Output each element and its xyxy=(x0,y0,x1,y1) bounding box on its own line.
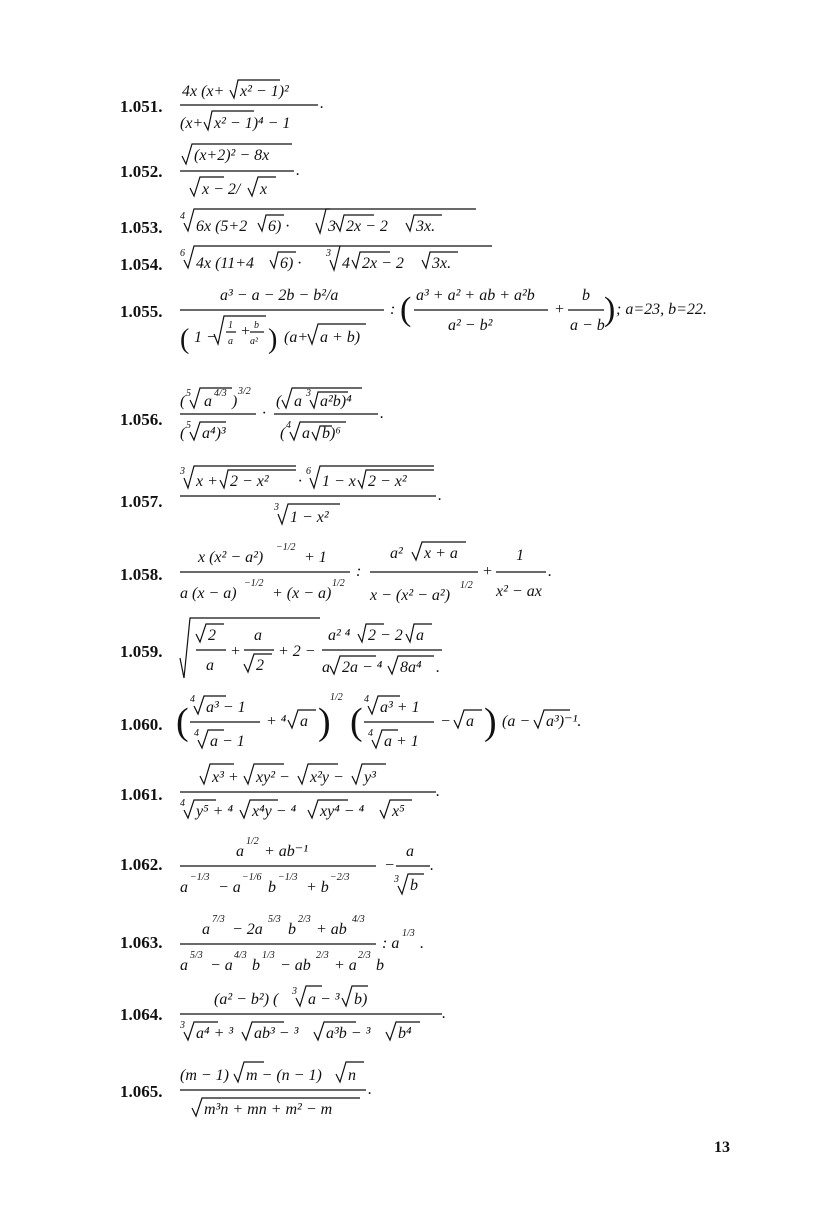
svg-text:5: 5 xyxy=(186,420,191,431)
svg-text:·: · xyxy=(298,473,302,490)
svg-text:+: + xyxy=(240,323,251,340)
problem-expression xyxy=(180,462,460,537)
svg-text:a² − b²: a² − b² xyxy=(448,317,493,334)
problem-number: 1.063. xyxy=(120,933,163,952)
svg-text:.: . xyxy=(430,857,434,874)
svg-text:a: a xyxy=(322,659,330,676)
svg-text:x: x xyxy=(260,181,268,198)
svg-text:): ) xyxy=(604,291,616,328)
svg-text:.: . xyxy=(368,1081,372,1098)
svg-text:x³ +: x³ + xyxy=(212,769,239,786)
svg-text:− a: − a xyxy=(218,879,241,896)
svg-text:a: a xyxy=(228,336,233,347)
svg-text:1 − x: 1 − x xyxy=(322,473,356,490)
svg-text:; a=23, b=22.: ; a=23, b=22. xyxy=(616,301,707,318)
svg-text:x⁴y − ⁴: x⁴y − ⁴ xyxy=(252,803,297,820)
svg-text:.: . xyxy=(296,162,300,179)
svg-text:6: 6 xyxy=(306,466,311,477)
svg-text:a³b − ³: a³b − ³ xyxy=(326,1025,371,1042)
svg-text:3: 3 xyxy=(306,388,311,399)
svg-text:+ ab: + ab xyxy=(316,921,347,938)
svg-text:1/2: 1/2 xyxy=(460,580,473,591)
svg-text:3: 3 xyxy=(394,874,399,885)
svg-text:b: b xyxy=(410,877,418,894)
svg-text:b)⁶: b)⁶ xyxy=(322,425,341,442)
page-number: 13 xyxy=(714,1139,730,1156)
svg-text:+ ab⁻¹: + ab⁻¹ xyxy=(264,843,309,860)
svg-text:.: . xyxy=(436,783,440,800)
svg-text:.: . xyxy=(438,487,442,504)
svg-text:4: 4 xyxy=(190,694,195,705)
svg-text:1/2: 1/2 xyxy=(246,836,259,847)
problem-expression xyxy=(180,384,410,451)
svg-text:a: a xyxy=(204,393,212,410)
svg-text:xy⁴ − ⁴: xy⁴ − ⁴ xyxy=(320,803,365,820)
svg-text:x⁵: x⁵ xyxy=(392,803,405,820)
svg-text:3: 3 xyxy=(292,986,297,997)
svg-text:a: a xyxy=(180,879,188,896)
svg-text:b: b xyxy=(288,921,296,938)
problem-expression xyxy=(180,1058,420,1127)
svg-text:b: b xyxy=(268,879,276,896)
svg-text:−2/3: −2/3 xyxy=(330,872,350,883)
svg-text:·: · xyxy=(262,405,266,422)
svg-text:(: ( xyxy=(180,425,186,442)
svg-text:2: 2 xyxy=(256,657,264,674)
svg-text:−1/2: −1/2 xyxy=(244,578,264,589)
problem-expression xyxy=(180,982,460,1051)
svg-text:2x − 2: 2x − 2 xyxy=(346,218,388,235)
svg-text:− ab: − ab xyxy=(280,957,311,974)
problem-expression xyxy=(180,282,740,367)
svg-text:a − ³: a − ³ xyxy=(308,991,340,1008)
svg-text:4/3: 4/3 xyxy=(234,950,247,961)
svg-text:(: ( xyxy=(180,393,186,410)
svg-text:5/3: 5/3 xyxy=(268,914,281,925)
problem-number: 1.056. xyxy=(120,410,163,429)
svg-text:3: 3 xyxy=(180,466,185,477)
svg-text:2a − ⁴: 2a − ⁴ xyxy=(342,659,383,676)
svg-text:a: a xyxy=(254,627,262,644)
problem-number: 1.053. xyxy=(120,218,163,237)
svg-text:a³ + a² + ab + a²b: a³ + a² + ab + a²b xyxy=(416,287,535,304)
svg-text:(: ( xyxy=(350,701,363,743)
svg-text:a³ − a − 2b − b²/a: a³ − a − 2b − b²/a xyxy=(220,287,339,304)
svg-text:a²b)⁴: a²b)⁴ xyxy=(320,393,352,410)
svg-text:x² − ax: x² − ax xyxy=(496,583,542,600)
problem-expression xyxy=(180,832,460,901)
svg-text:a³ + 1: a³ + 1 xyxy=(380,699,420,716)
svg-text:a − 1: a − 1 xyxy=(210,733,245,750)
problem-number: 1.058. xyxy=(120,565,163,584)
svg-text:a: a xyxy=(180,957,188,974)
svg-text:b: b xyxy=(376,957,384,974)
svg-text:4x (x+: 4x (x+ xyxy=(182,83,225,100)
svg-text:a + 1: a + 1 xyxy=(384,733,419,750)
svg-text:a: a xyxy=(206,657,214,674)
svg-text:+ (x − a): + (x − a) xyxy=(272,585,332,602)
svg-text:x − 2/: x − 2/ xyxy=(202,181,241,198)
svg-text:4x (11+4: 4x (11+4 xyxy=(196,255,255,272)
svg-text:b⁴: b⁴ xyxy=(398,1025,412,1042)
svg-text:1: 1 xyxy=(516,547,524,564)
svg-text:−: − xyxy=(384,857,395,874)
svg-text:3: 3 xyxy=(326,248,331,259)
svg-text:4: 4 xyxy=(180,798,185,809)
svg-text:a: a xyxy=(236,843,244,860)
svg-text:1/3: 1/3 xyxy=(402,928,415,939)
svg-text:.: . xyxy=(436,659,440,676)
svg-text:(: ( xyxy=(180,324,190,355)
svg-text:+ b: + b xyxy=(306,879,329,896)
svg-text:5: 5 xyxy=(186,388,191,399)
svg-text:− a: − a xyxy=(210,957,233,974)
svg-text:1 − x²: 1 − x² xyxy=(290,509,329,526)
problem-expression xyxy=(180,760,460,829)
svg-text:): ) xyxy=(268,324,278,355)
svg-text:a: a xyxy=(466,713,474,730)
svg-text:.: . xyxy=(420,935,424,952)
problem-expression xyxy=(180,614,480,689)
svg-text:1/2: 1/2 xyxy=(330,692,343,703)
problem-number: 1.051. xyxy=(120,97,163,116)
svg-text:(a+: (a+ xyxy=(284,329,309,346)
svg-text:(a −: (a − xyxy=(502,713,531,730)
svg-text:a²: a² xyxy=(250,336,258,347)
svg-text:y³: y³ xyxy=(364,769,376,786)
svg-text:6x (5+2: 6x (5+2 xyxy=(196,218,248,235)
svg-text:x²y −: x²y − xyxy=(310,769,344,786)
svg-text:+: + xyxy=(230,643,241,660)
svg-text:m − (n − 1): m − (n − 1) xyxy=(246,1067,322,1084)
svg-text:2: 2 xyxy=(208,627,216,644)
svg-text:+ 2 −: + 2 − xyxy=(278,643,316,660)
problem-expression xyxy=(180,538,580,613)
svg-text:a³ − 1: a³ − 1 xyxy=(206,699,246,716)
svg-text:4: 4 xyxy=(180,211,185,222)
svg-text:4/3: 4/3 xyxy=(352,914,365,925)
problem-expression xyxy=(180,78,340,143)
problem-number: 1.059. xyxy=(120,642,163,661)
svg-text:b: b xyxy=(254,320,259,331)
svg-text:−: − xyxy=(440,713,451,730)
problem-number: 1.054. xyxy=(120,255,163,274)
svg-text:+: + xyxy=(482,563,493,580)
svg-text:.: . xyxy=(320,95,324,112)
svg-text:a³)⁻¹.: a³)⁻¹. xyxy=(546,713,582,730)
svg-text:a: a xyxy=(302,425,310,442)
svg-text:2 − x²: 2 − x² xyxy=(230,473,269,490)
svg-text:a: a xyxy=(416,627,424,644)
svg-text:1/2: 1/2 xyxy=(332,578,345,589)
svg-text:a: a xyxy=(202,921,210,938)
svg-text:2/3: 2/3 xyxy=(358,950,371,961)
svg-text:.: . xyxy=(548,563,552,580)
svg-text:.: . xyxy=(442,1005,446,1022)
svg-text:a: a xyxy=(294,393,302,410)
svg-text:x² − 1)⁴ − 1: x² − 1)⁴ − 1 xyxy=(214,115,291,132)
problem-expression xyxy=(180,242,510,281)
problem-number: 1.061. xyxy=(120,785,163,804)
svg-text:2 − x²: 2 − x² xyxy=(368,473,407,490)
svg-text:1 −: 1 − xyxy=(194,329,217,346)
svg-text:+ ⁴: + ⁴ xyxy=(266,713,287,730)
svg-text:b: b xyxy=(582,287,590,304)
svg-text:a (x − a): a (x − a) xyxy=(180,585,237,602)
svg-text:−1/2: −1/2 xyxy=(276,542,296,553)
svg-text:− 2a: − 2a xyxy=(232,921,263,938)
svg-text:): ) xyxy=(484,701,497,743)
svg-text:xy² −: xy² − xyxy=(256,769,290,786)
svg-text:3: 3 xyxy=(180,1020,185,1031)
problem-number: 1.065. xyxy=(120,1082,163,1101)
svg-text:+ 1: + 1 xyxy=(304,549,327,566)
svg-text:x (x² − a²): x (x² − a²) xyxy=(198,549,264,566)
svg-text:7/3: 7/3 xyxy=(212,914,225,925)
problem-number: 1.057. xyxy=(120,492,163,511)
svg-text:4: 4 xyxy=(342,255,350,272)
svg-text:a + b): a + b) xyxy=(320,329,361,346)
svg-text:(: ( xyxy=(280,425,286,442)
svg-text:(: ( xyxy=(176,701,189,743)
svg-text:3: 3 xyxy=(328,218,336,235)
svg-text:2x − 2: 2x − 2 xyxy=(362,255,404,272)
problem-expression xyxy=(180,142,320,209)
svg-text:4: 4 xyxy=(364,694,369,705)
problem-number: 1.064. xyxy=(120,1005,163,1024)
svg-text:(: ( xyxy=(276,393,282,410)
svg-text:a: a xyxy=(300,713,308,730)
svg-text:3x.: 3x. xyxy=(432,255,452,272)
svg-text:(x+: (x+ xyxy=(180,115,204,132)
svg-text:4/3: 4/3 xyxy=(214,388,227,399)
svg-text:4: 4 xyxy=(194,728,199,739)
svg-text:a⁴)³: a⁴)³ xyxy=(202,425,226,442)
svg-text:.: . xyxy=(380,405,384,422)
problem-number: 1.052. xyxy=(120,162,163,181)
problem-expression xyxy=(176,688,620,763)
svg-text:n: n xyxy=(348,1067,356,1084)
svg-text:−1/3: −1/3 xyxy=(190,872,210,883)
svg-text:6) ·: 6) · xyxy=(268,218,290,235)
svg-text:5/3: 5/3 xyxy=(190,950,203,961)
svg-text:m³n + mn + m² − m: m³n + mn + m² − m xyxy=(204,1101,333,1118)
svg-text:: a: : a xyxy=(382,935,400,952)
problem-number: 1.062. xyxy=(120,855,163,874)
svg-text:6: 6 xyxy=(180,248,185,259)
svg-text:(: ( xyxy=(400,291,412,328)
problem-number: 1.060. xyxy=(120,715,163,734)
svg-text:+: + xyxy=(554,301,565,318)
svg-text:(m − 1): (m − 1) xyxy=(180,1067,230,1084)
svg-text:): ) xyxy=(232,393,238,410)
svg-text:y⁵ + ⁴: y⁵ + ⁴ xyxy=(196,803,234,820)
svg-text:−1/6: −1/6 xyxy=(242,872,262,883)
svg-text:x − (x² − a²): x − (x² − a²) xyxy=(370,587,451,604)
problem-number: 1.055. xyxy=(120,302,163,321)
svg-text:a²: a² xyxy=(390,545,403,562)
svg-text:a² ⁴: a² ⁴ xyxy=(328,627,351,644)
svg-text:(x+2)² − 8x: (x+2)² − 8x xyxy=(194,147,270,164)
svg-text:2/3: 2/3 xyxy=(298,914,311,925)
svg-text:−1/3: −1/3 xyxy=(278,872,298,883)
svg-text:x + a: x + a xyxy=(424,545,458,562)
svg-text:4: 4 xyxy=(286,420,291,431)
svg-text:8a⁴: 8a⁴ xyxy=(400,659,422,676)
svg-text::: : xyxy=(356,563,362,580)
svg-text:2 − 2: 2 − 2 xyxy=(368,627,403,644)
svg-text:a⁴ + ³: a⁴ + ³ xyxy=(196,1025,234,1042)
problem-expression xyxy=(180,904,460,983)
svg-text:a − b: a − b xyxy=(570,317,605,334)
svg-text:ab³ − ³: ab³ − ³ xyxy=(254,1025,299,1042)
svg-text:x +: x + xyxy=(196,473,218,490)
svg-text:3x.: 3x. xyxy=(416,218,436,235)
svg-text:b): b) xyxy=(354,991,368,1008)
svg-text:4: 4 xyxy=(368,728,373,739)
svg-text:): ) xyxy=(318,701,331,743)
svg-text:b: b xyxy=(252,957,260,974)
svg-text:+ a: + a xyxy=(334,957,357,974)
problem-expression xyxy=(180,205,500,244)
svg-text:3/2: 3/2 xyxy=(238,386,251,397)
svg-text:a: a xyxy=(406,843,414,860)
svg-text:6) ·: 6) · xyxy=(280,255,302,272)
svg-text:x² − 1)²: x² − 1)² xyxy=(240,83,289,100)
svg-text:3: 3 xyxy=(274,502,279,513)
svg-text:(a² − b²) (: (a² − b²) ( xyxy=(214,991,279,1008)
svg-text:1: 1 xyxy=(228,320,233,331)
svg-text:2/3: 2/3 xyxy=(316,950,329,961)
svg-text:1/3: 1/3 xyxy=(262,950,275,961)
svg-text::: : xyxy=(390,301,396,318)
